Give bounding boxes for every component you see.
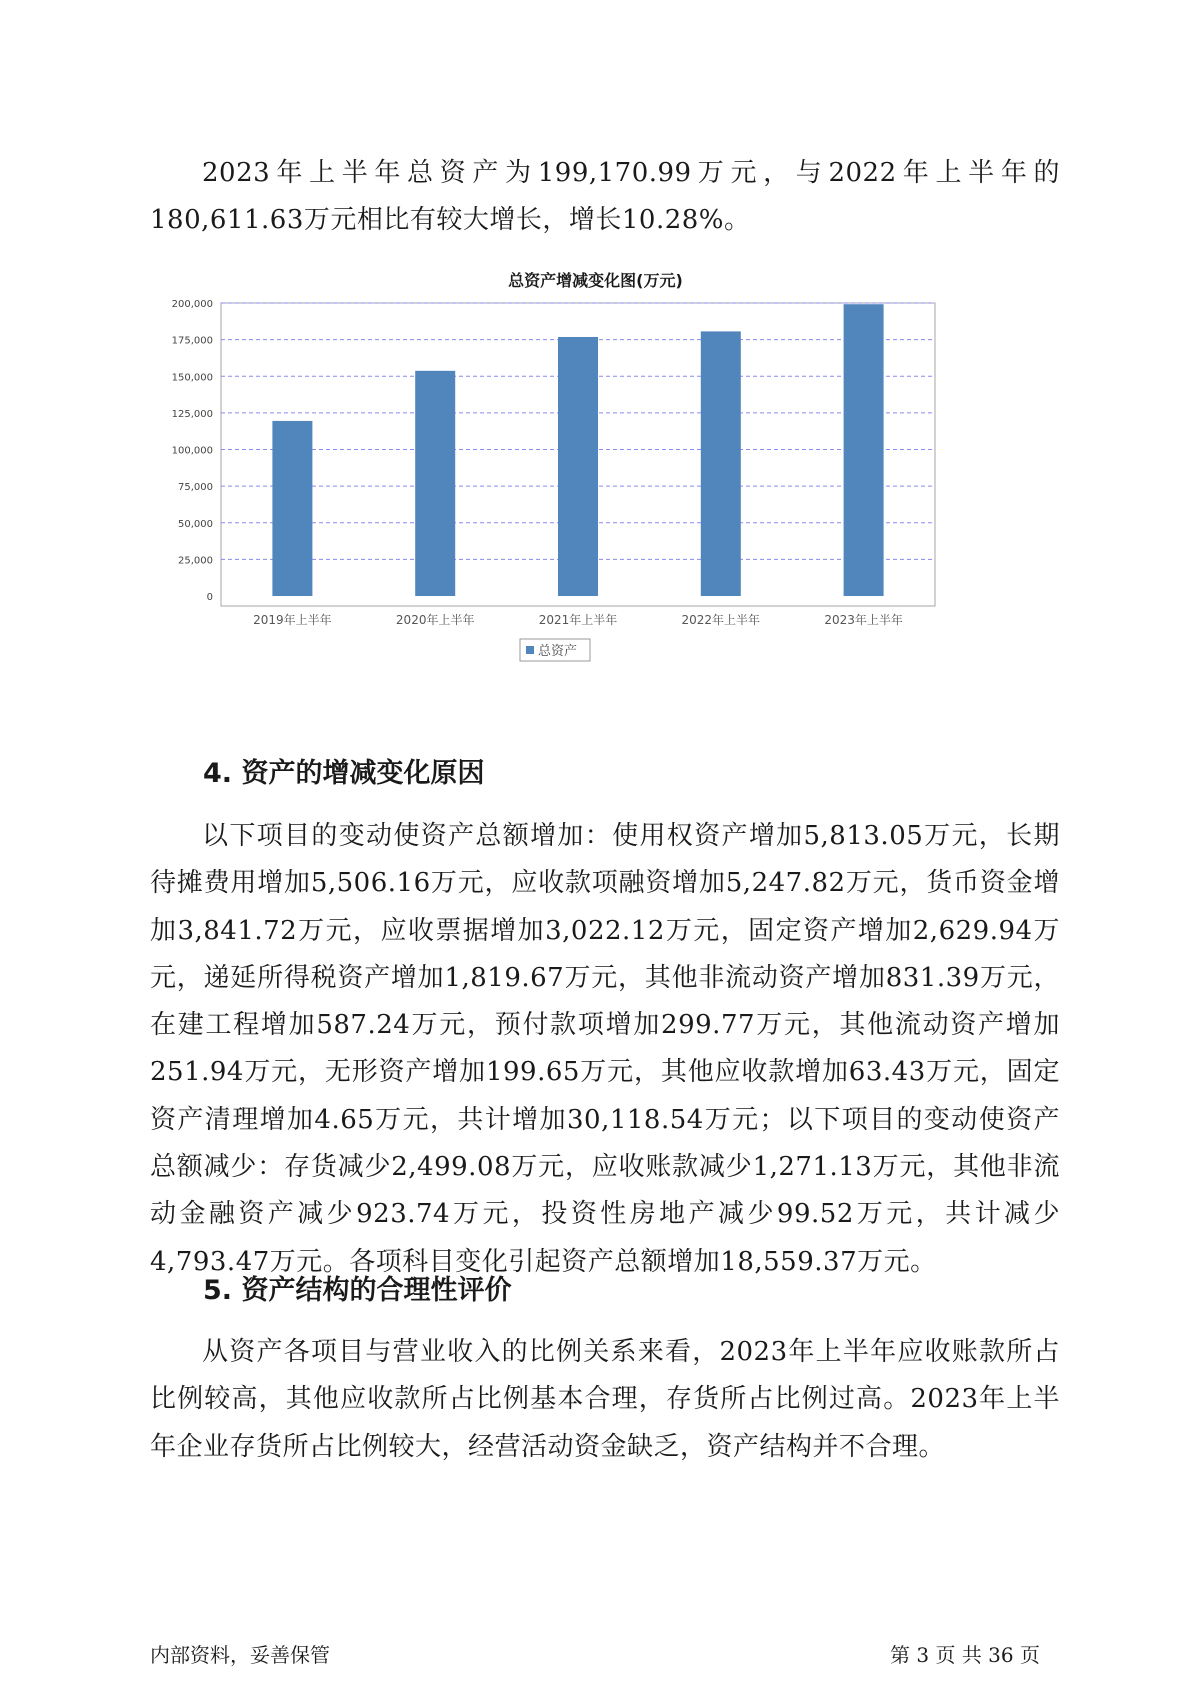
x-tick-label: 2021年上半年: [538, 613, 618, 627]
footer-page-number: 第 3 页 共 36 页: [890, 1643, 1040, 1667]
y-tick-label: 75,000: [178, 482, 213, 494]
y-tick-label: 50,000: [178, 518, 213, 530]
y-tick-label: 25,000: [178, 555, 213, 567]
total-assets-paragraph: 2023年上半年总资产为199,170.99万元，与2022年上半年的180,611.63万元相比有较大增长，增长10.28%。: [150, 158, 1060, 236]
bar: [558, 337, 598, 596]
asset-structure-paragraph: 从资产各项目与营业收入的比例关系来看，2023年上半年应收账款所占比例较高，其他应收款所占比例基本合理，存货所占比例过高。2023年上半年企业存货所占比例较大，经营活动资金缺乏，资产结构并不合理。: [150, 1337, 1060, 1462]
y-tick-label: 150,000: [171, 372, 213, 384]
y-tick-label: 200,000: [171, 299, 213, 310]
bar: [844, 304, 884, 596]
section-heading-asset-structure: 5. 资产结构的合理性评价: [203, 1275, 512, 1306]
bar: [272, 421, 312, 596]
bar: [701, 331, 741, 596]
x-tick-label: 2022年上半年: [681, 613, 761, 627]
y-tick-label: 0: [206, 592, 213, 603]
y-tick-label: 125,000: [171, 408, 213, 420]
legend-swatch: [526, 646, 534, 654]
x-tick-label: 2020年上半年: [395, 613, 475, 627]
chart-title: 总资产增减变化图(万元): [508, 271, 683, 290]
y-tick-label: 100,000: [171, 445, 213, 457]
x-tick-label: 2019年上半年: [253, 613, 332, 627]
section-heading-asset-change-reasons: 4. 资产的增减变化原因: [203, 758, 485, 789]
footer-confidential-note: 内部资料，妥善保管: [150, 1643, 330, 1667]
y-tick-label: 175,000: [171, 335, 213, 347]
total-assets-bar-chart: [150, 296, 940, 668]
asset-change-reasons-paragraph: 以下项目的变动使资产总额增加：使用权资产增加5,813.05万元，长期待摊费用增加5,506.16万元，应收款项融资增加5,247.82万元，货币资金增加3,841.72万元，应收票据增加3,022.12万元，固定资产增加2,629.94万元，递延所得税资产增加1,819.67万元，其他非流动资产增加831.39万元，在建工程增加587.24万元，预付款项增加299.77万元，其他流动资产增加251.94万元，无形资产增加199.65万元，其他应收款增加63.43万元，固定资产清理增加4.65万元，共计增加30,118.54万元；以下项目的变动使资产总额减少：存货减少2,499.08万元，应收账款减少1,271.13万元，其他非流动金融资产减少923.74万元，投资性房地产减少99.52万元，共计减少4,793.47万元。各项科目变化引起资产总额增加18,559.37万元。: [150, 821, 1060, 1277]
x-tick-label: 2023年上半年: [824, 613, 903, 627]
bar: [415, 371, 455, 596]
legend-label: 总资产: [538, 644, 578, 659]
